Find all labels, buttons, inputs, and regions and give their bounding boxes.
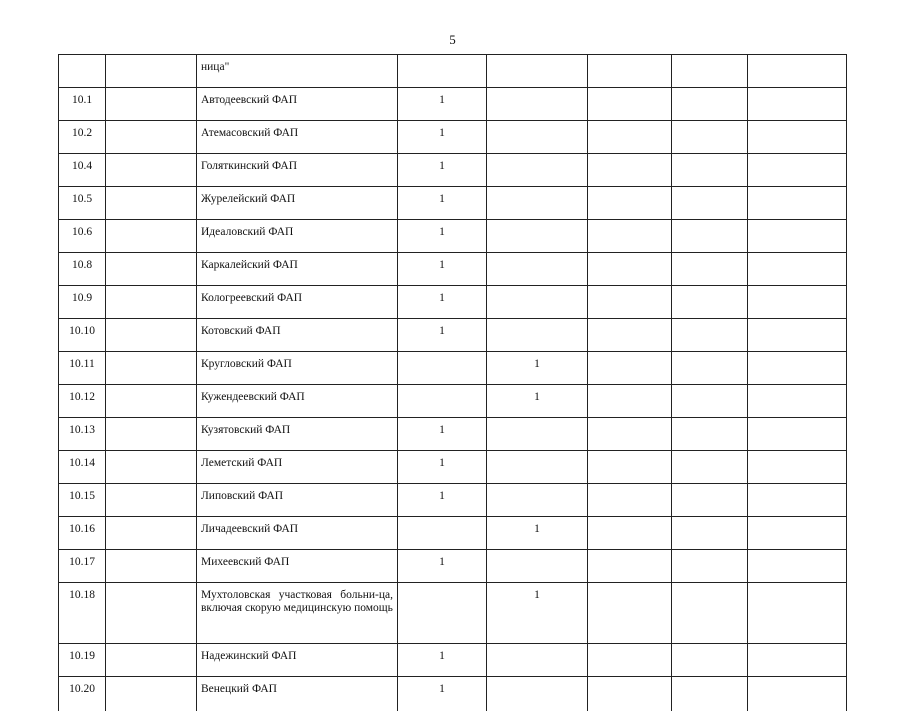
empty-cell [748,88,847,121]
count-cell-1: 1 [398,484,487,517]
empty-cell [672,677,748,711]
facility-name: ница" [197,55,398,88]
table-row [59,418,847,451]
row-number: 10.10 [59,319,106,352]
empty-cell [748,583,847,644]
table-row [59,220,847,253]
count-cell-1 [398,517,487,550]
facility-name: Кругловский ФАП [197,352,398,385]
empty-cell [106,677,197,711]
count-cell-2 [487,220,588,253]
empty-cell [588,418,672,451]
empty-cell [106,517,197,550]
count-cell-2 [487,55,588,88]
row-number: 10.1 [59,88,106,121]
empty-cell [106,154,197,187]
empty-cell [106,583,197,644]
count-cell-2: 1 [487,352,588,385]
count-cell-2 [487,451,588,484]
table-row [59,644,847,677]
count-cell-1 [398,352,487,385]
count-cell-2 [487,644,588,677]
empty-cell [748,154,847,187]
empty-cell [106,55,197,88]
facility-name: Кузятовский ФАП [197,418,398,451]
facilities-table [58,54,847,711]
empty-cell [588,319,672,352]
empty-cell [588,644,672,677]
table-row [59,517,847,550]
facility-name: Кужендеевский ФАП [197,385,398,418]
empty-cell [106,187,197,220]
row-number: 10.20 [59,677,106,711]
empty-cell [672,319,748,352]
row-number [59,55,106,88]
empty-cell [672,583,748,644]
count-cell-1: 1 [398,154,487,187]
table-row [59,319,847,352]
facility-name: Каркалейский ФАП [197,253,398,286]
empty-cell [106,286,197,319]
facility-name: Голяткинский ФАП [197,154,398,187]
count-cell-1: 1 [398,187,487,220]
empty-cell [588,352,672,385]
empty-cell [106,644,197,677]
empty-cell [672,418,748,451]
empty-cell [672,484,748,517]
empty-cell [672,286,748,319]
count-cell-2 [487,286,588,319]
count-cell-1: 1 [398,677,487,711]
empty-cell [748,550,847,583]
count-cell-1: 1 [398,253,487,286]
table-row [59,154,847,187]
row-number: 10.4 [59,154,106,187]
empty-cell [588,154,672,187]
row-number: 10.13 [59,418,106,451]
empty-cell [748,677,847,711]
count-cell-2 [487,677,588,711]
facility-name: Автодеевский ФАП [197,88,398,121]
count-cell-1: 1 [398,550,487,583]
empty-cell [588,220,672,253]
empty-cell [672,352,748,385]
count-cell-2 [487,484,588,517]
empty-cell [748,418,847,451]
facility-name: Котовский ФАП [197,319,398,352]
count-cell-2 [487,88,588,121]
row-number: 10.17 [59,550,106,583]
empty-cell [588,484,672,517]
empty-cell [588,253,672,286]
page-number: 5 [0,33,905,47]
row-number: 10.6 [59,220,106,253]
table-row [59,121,847,154]
empty-cell [748,644,847,677]
count-cell-1: 1 [398,220,487,253]
empty-cell [106,88,197,121]
count-cell-2: 1 [487,583,588,644]
empty-cell [588,677,672,711]
row-number: 10.19 [59,644,106,677]
table-row [59,187,847,220]
empty-cell [748,484,847,517]
empty-cell [106,385,197,418]
facility-name: Личадеевский ФАП [197,517,398,550]
empty-cell [748,121,847,154]
count-cell-1: 1 [398,286,487,319]
count-cell-1: 1 [398,418,487,451]
row-number: 10.9 [59,286,106,319]
count-cell-1 [398,583,487,644]
empty-cell [672,385,748,418]
empty-cell [672,517,748,550]
empty-cell [748,55,847,88]
empty-cell [748,220,847,253]
facility-name: Мухтоловская участковая больни-ца, включая скорую медицинскую помощь [197,583,398,644]
count-cell-1: 1 [398,121,487,154]
empty-cell [588,451,672,484]
empty-cell [106,220,197,253]
row-number: 10.16 [59,517,106,550]
empty-cell [748,286,847,319]
empty-cell [106,418,197,451]
empty-cell [106,319,197,352]
empty-cell [106,451,197,484]
count-cell-2 [487,418,588,451]
count-cell-1: 1 [398,451,487,484]
empty-cell [748,451,847,484]
facility-name: Надежинский ФАП [197,644,398,677]
empty-cell [106,352,197,385]
row-number: 10.18 [59,583,106,644]
table-row [59,88,847,121]
table-row [59,583,847,644]
empty-cell [106,253,197,286]
facility-name: Журелейский ФАП [197,187,398,220]
empty-cell [748,187,847,220]
table-row [59,550,847,583]
empty-cell [588,55,672,88]
facility-name: Атемасовский ФАП [197,121,398,154]
empty-cell [672,253,748,286]
table-row [59,677,847,711]
empty-cell [748,517,847,550]
table-row [59,55,847,88]
count-cell-1: 1 [398,644,487,677]
count-cell-2 [487,550,588,583]
empty-cell [106,550,197,583]
empty-cell [588,517,672,550]
empty-cell [672,550,748,583]
empty-cell [588,88,672,121]
count-cell-2 [487,121,588,154]
count-cell-1: 1 [398,88,487,121]
empty-cell [588,121,672,154]
empty-cell [748,253,847,286]
table-row [59,484,847,517]
facility-name: Кологреевский ФАП [197,286,398,319]
row-number: 10.11 [59,352,106,385]
empty-cell [672,187,748,220]
row-number: 10.8 [59,253,106,286]
count-cell-2 [487,253,588,286]
facility-name: Идеаловский ФАП [197,220,398,253]
row-number: 10.12 [59,385,106,418]
empty-cell [672,644,748,677]
facility-name: Михеевский ФАП [197,550,398,583]
empty-cell [748,385,847,418]
row-number: 10.14 [59,451,106,484]
table-row [59,352,847,385]
row-number: 10.15 [59,484,106,517]
empty-cell [588,583,672,644]
table-body [59,55,847,711]
empty-cell [588,187,672,220]
count-cell-2 [487,319,588,352]
count-cell-2 [487,154,588,187]
facility-name: Венецкий ФАП [197,677,398,711]
count-cell-2 [487,187,588,220]
empty-cell [106,484,197,517]
empty-cell [748,352,847,385]
count-cell-1 [398,385,487,418]
empty-cell [672,220,748,253]
count-cell-1: 1 [398,319,487,352]
table-row [59,385,847,418]
table-row [59,253,847,286]
table-row [59,451,847,484]
empty-cell [672,55,748,88]
count-cell-1 [398,55,487,88]
empty-cell [588,550,672,583]
facility-name: Леметский ФАП [197,451,398,484]
empty-cell [106,121,197,154]
empty-cell [672,88,748,121]
empty-cell [588,286,672,319]
empty-cell [748,319,847,352]
facility-name: Липовский ФАП [197,484,398,517]
count-cell-2: 1 [487,385,588,418]
table-row [59,286,847,319]
empty-cell [672,154,748,187]
row-number: 10.2 [59,121,106,154]
empty-cell [672,121,748,154]
count-cell-2: 1 [487,517,588,550]
empty-cell [588,385,672,418]
empty-cell [672,451,748,484]
row-number: 10.5 [59,187,106,220]
